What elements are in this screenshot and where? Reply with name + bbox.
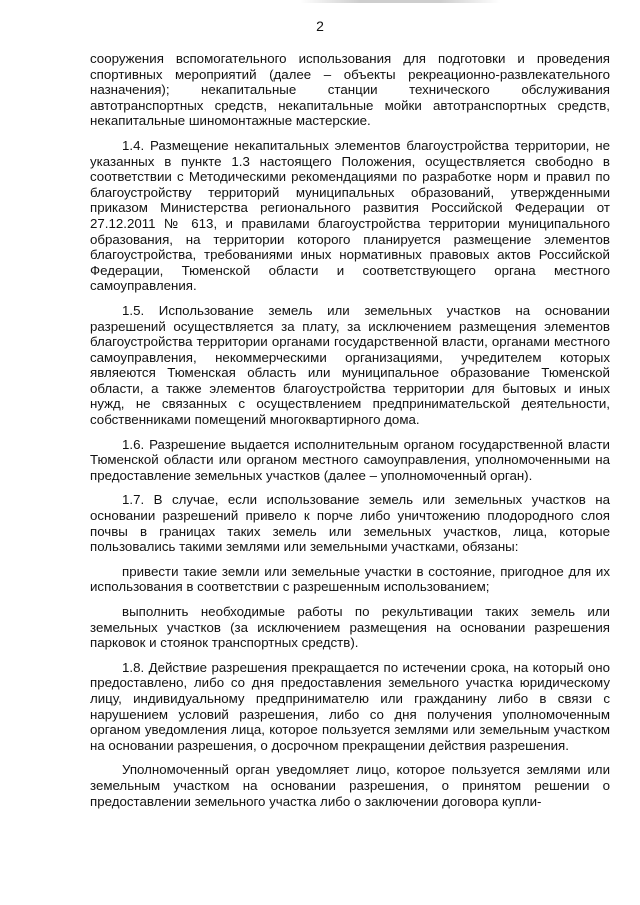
paragraph-1-4: 1.4. Размещение некапитальных элементов благоустройства территории, не указанных в пункте 1.3 настоящего Положения, осуществляется свободно в соответствии с Методическими рекомендациями по разработке норм и правил по благоустройству территорий муниципальных образований, утвержденными приказом Министерства регионального развития Российской Федерации от 27.12.2011 № 613, и правилами благоустройства территории муниципального образования, на территории которого планируется размещение элементов благоустройства, требованиями иных нормативных правовых актов Российской Федерации, Тюменской области и соответствующего органа местного самоуправления. (90, 137, 610, 294)
page-number: 2 (316, 18, 324, 34)
paragraph-continuation: сооружения вспомогательного использования для подготовки и проведения спортивных мероприятий (далее – объекты рекреационно-развлекательного назначения); некапитальные станции технического обслуживания автотранспортных средств, некапитальные мойки автотранспортных средств, некапитальные шиномонтажные мастерские. (90, 51, 610, 129)
document-body (90, 51, 610, 809)
scan-top-edge (300, 0, 500, 3)
paragraph-1-6: 1.6. Разрешение выдается исполнительным органом государственной власти Тюменской области или органом местного самоуправления, уполномоченными на предоставление земельных участков (далее – уполномоченный орган). (90, 436, 610, 483)
paragraph-1-7: 1.7. В случае, если использование земель или земельных участков на основании разрешений привело к порче либо уничтожению плодородного слоя почвы в границах таких земель или земельных участков, лица, которые пользовались такими землями или земельными участками, обязаны: (90, 492, 610, 555)
paragraph-1-8: 1.8. Действие разрешения прекращается по истечении срока, на который оно предоставлено, либо со дня предоставления земельного участка юридическому лицу, индивидуальному предпринимателю или гражданину либо в связи с нарушением условий разрешения, либо со дня получения уполномоченным органом уведомления лица, которое пользуется землями или земельным участком на основании разрешения, о досрочном прекращении действия разрешения. (90, 659, 610, 753)
paragraph-1-7-obligation-recultivate: выполнить необходимые работы по рекультивации таких земель или земельных участков (за исключением размещения на основании разрешения парковок и стоянок транспортных средств). (90, 604, 610, 651)
paragraph-1-5: 1.5. Использование земель или земельных участков на основании разрешений осуществляется за плату, за исключением размещения элементов благоустройства территории органами государственной власти, органами местного самоуправления, некоммерческими организациями, учредителем которых являеются Тюменская область или муниципальное образование Тюменской области, а также элементов благоустройства территории для бытовых и иных нужд, не связанных с осуществлением предпринимательской деятельности, собственниками помещений многоквартирного дома. (90, 302, 610, 428)
paragraph-1-7-obligation-restore: привести такие земли или земельные участки в состояние, пригодное для их использования в соответствии с разрешенным использованием; (90, 563, 610, 595)
paragraph-notification: Уполномоченный орган уведомляет лицо, которое пользуется землями или земельным участком на основании разрешения, о принятом решении о предоставлении земельного участка либо о заключении договора купли- (90, 762, 610, 809)
